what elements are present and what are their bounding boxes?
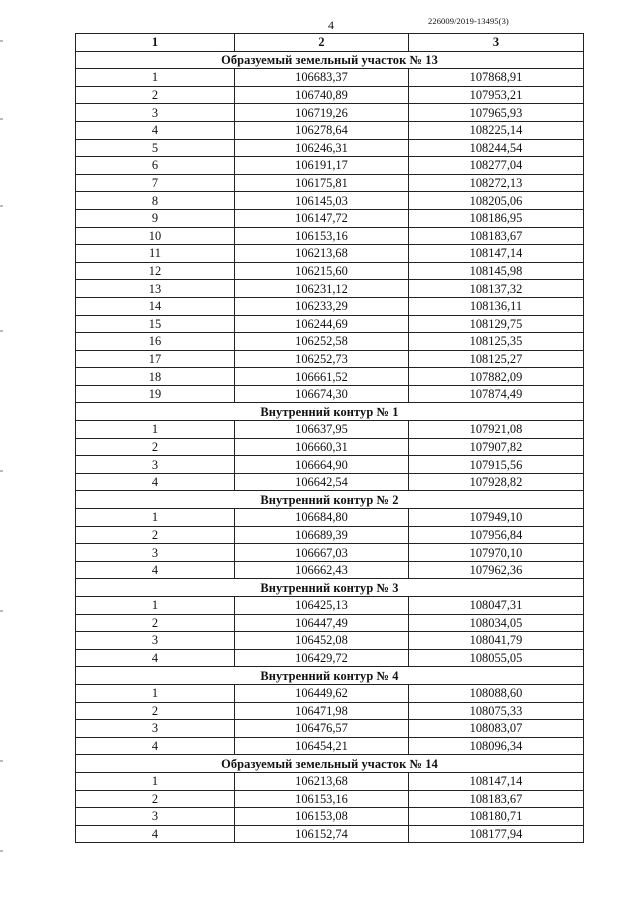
point-number-cell: 3 (76, 720, 235, 738)
table-row (76, 139, 584, 157)
point-number-cell: 4 (76, 737, 235, 755)
table-row (76, 157, 584, 175)
point-number-cell: 2 (76, 702, 235, 720)
x-coordinate-cell: 106740,89 (235, 86, 409, 104)
section-header-row (76, 403, 584, 421)
x-coordinate-cell: 106452,08 (235, 632, 409, 650)
table-row (76, 632, 584, 650)
x-coordinate-cell: 106153,08 (235, 808, 409, 826)
table-row (76, 790, 584, 808)
y-coordinate-cell: 107949,10 (409, 509, 584, 527)
y-coordinate-cell: 108147,14 (409, 772, 584, 790)
x-coordinate-cell: 106642,54 (235, 473, 409, 491)
y-coordinate-cell: 108075,33 (409, 702, 584, 720)
table-row (76, 333, 584, 351)
table-row (76, 385, 584, 403)
table-row (76, 227, 584, 245)
section-header-row (76, 51, 584, 69)
table-row (76, 209, 584, 227)
document-reference: 226009/2019-13495(3) (428, 16, 509, 26)
table-row (76, 104, 584, 122)
section-header-row (76, 755, 584, 773)
table-row (76, 649, 584, 667)
x-coordinate-cell: 106153,16 (235, 227, 409, 245)
column-header-point: 1 (76, 34, 235, 52)
y-coordinate-cell: 107882,09 (409, 368, 584, 386)
y-coordinate-cell: 107953,21 (409, 86, 584, 104)
x-coordinate-cell: 106152,74 (235, 825, 409, 843)
x-coordinate-cell: 106476,57 (235, 720, 409, 738)
point-number-cell: 3 (76, 632, 235, 650)
scan-edge-mark (0, 118, 3, 120)
y-coordinate-cell: 107868,91 (409, 69, 584, 87)
point-number-cell: 6 (76, 157, 235, 175)
y-coordinate-cell: 108147,14 (409, 245, 584, 263)
x-coordinate-cell: 106191,17 (235, 157, 409, 175)
point-number-cell: 8 (76, 192, 235, 210)
table-row (76, 456, 584, 474)
point-number-cell: 3 (76, 544, 235, 562)
x-coordinate-cell: 106660,31 (235, 438, 409, 456)
y-coordinate-cell: 108177,94 (409, 825, 584, 843)
table-row (76, 297, 584, 315)
scan-edge-mark (0, 40, 3, 42)
point-number-cell: 16 (76, 333, 235, 351)
x-coordinate-cell: 106447,49 (235, 614, 409, 632)
point-number-cell: 3 (76, 456, 235, 474)
table-row (76, 473, 584, 491)
y-coordinate-cell: 107928,82 (409, 473, 584, 491)
x-coordinate-cell: 106215,60 (235, 262, 409, 280)
point-number-cell: 4 (76, 121, 235, 139)
section-header-row (76, 579, 584, 597)
x-coordinate-cell: 106252,73 (235, 350, 409, 368)
x-coordinate-cell: 106661,52 (235, 368, 409, 386)
table-header-row (76, 34, 584, 52)
section-header-row (76, 491, 584, 509)
x-coordinate-cell: 106145,03 (235, 192, 409, 210)
column-header-y: 3 (409, 34, 584, 52)
table-row (76, 438, 584, 456)
x-coordinate-cell: 106683,37 (235, 69, 409, 87)
x-coordinate-cell: 106175,81 (235, 174, 409, 192)
point-number-cell: 14 (76, 297, 235, 315)
section-title: Внутренний контур № 1 (76, 403, 584, 421)
x-coordinate-cell: 106425,13 (235, 597, 409, 615)
y-coordinate-cell: 108205,06 (409, 192, 584, 210)
page-number: 4 (328, 18, 334, 32)
section-title: Внутренний контур № 4 (76, 667, 584, 685)
point-number-cell: 15 (76, 315, 235, 333)
section-header-row (76, 667, 584, 685)
x-coordinate-cell: 106147,72 (235, 209, 409, 227)
y-coordinate-cell: 107907,82 (409, 438, 584, 456)
table-body (76, 51, 584, 843)
x-coordinate-cell: 106153,16 (235, 790, 409, 808)
point-number-cell: 2 (76, 790, 235, 808)
section-title: Образуемый земельный участок № 13 (76, 51, 584, 69)
y-coordinate-cell: 108125,35 (409, 333, 584, 351)
x-coordinate-cell: 106244,69 (235, 315, 409, 333)
y-coordinate-cell: 108186,95 (409, 209, 584, 227)
x-coordinate-cell: 106454,21 (235, 737, 409, 755)
x-coordinate-cell: 106252,58 (235, 333, 409, 351)
table-row (76, 509, 584, 527)
table-row (76, 262, 584, 280)
y-coordinate-cell: 108088,60 (409, 684, 584, 702)
table-row (76, 597, 584, 615)
table-row (76, 315, 584, 333)
point-number-cell: 17 (76, 350, 235, 368)
table-row (76, 772, 584, 790)
y-coordinate-cell: 108047,31 (409, 597, 584, 615)
point-number-cell: 3 (76, 104, 235, 122)
table-row (76, 368, 584, 386)
point-number-cell: 4 (76, 825, 235, 843)
table-row (76, 825, 584, 843)
x-coordinate-cell: 106667,03 (235, 544, 409, 562)
x-coordinate-cell: 106231,12 (235, 280, 409, 298)
column-header-x: 2 (235, 34, 409, 52)
point-number-cell: 1 (76, 421, 235, 439)
point-number-cell: 2 (76, 614, 235, 632)
y-coordinate-cell: 107956,84 (409, 526, 584, 544)
y-coordinate-cell: 108096,34 (409, 737, 584, 755)
section-title: Внутренний контур № 3 (76, 579, 584, 597)
x-coordinate-cell: 106689,39 (235, 526, 409, 544)
y-coordinate-cell: 108277,04 (409, 157, 584, 175)
x-coordinate-cell: 106246,31 (235, 139, 409, 157)
table-row (76, 561, 584, 579)
point-number-cell: 4 (76, 649, 235, 667)
table-row (76, 720, 584, 738)
y-coordinate-cell: 108145,98 (409, 262, 584, 280)
x-coordinate-cell: 106213,68 (235, 245, 409, 263)
y-coordinate-cell: 108272,13 (409, 174, 584, 192)
y-coordinate-cell: 108041,79 (409, 632, 584, 650)
y-coordinate-cell: 108125,27 (409, 350, 584, 368)
y-coordinate-cell: 107921,08 (409, 421, 584, 439)
section-title: Внутренний контур № 2 (76, 491, 584, 509)
x-coordinate-cell: 106719,26 (235, 104, 409, 122)
y-coordinate-cell: 108183,67 (409, 790, 584, 808)
scan-edge-mark (0, 610, 3, 612)
table-row (76, 192, 584, 210)
table-row (76, 544, 584, 562)
point-number-cell: 1 (76, 772, 235, 790)
y-coordinate-cell: 107915,56 (409, 456, 584, 474)
point-number-cell: 10 (76, 227, 235, 245)
scan-edge-mark (0, 330, 3, 332)
point-number-cell: 9 (76, 209, 235, 227)
x-coordinate-cell: 106664,90 (235, 456, 409, 474)
y-coordinate-cell: 108183,67 (409, 227, 584, 245)
point-number-cell: 7 (76, 174, 235, 192)
x-coordinate-cell: 106684,80 (235, 509, 409, 527)
table-row (76, 808, 584, 826)
scan-edge-mark (0, 205, 3, 207)
section-title: Образуемый земельный участок № 14 (76, 755, 584, 773)
y-coordinate-cell: 108083,07 (409, 720, 584, 738)
y-coordinate-cell: 108129,75 (409, 315, 584, 333)
table-row (76, 245, 584, 263)
table-row (76, 614, 584, 632)
point-number-cell: 2 (76, 438, 235, 456)
x-coordinate-cell: 106213,68 (235, 772, 409, 790)
table-row (76, 421, 584, 439)
y-coordinate-cell: 108034,05 (409, 614, 584, 632)
y-coordinate-cell: 108055,05 (409, 649, 584, 667)
x-coordinate-cell: 106449,62 (235, 684, 409, 702)
point-number-cell: 1 (76, 509, 235, 527)
scan-edge-mark (0, 850, 3, 852)
x-coordinate-cell: 106471,98 (235, 702, 409, 720)
x-coordinate-cell: 106278,64 (235, 121, 409, 139)
point-number-cell: 12 (76, 262, 235, 280)
table-row (76, 174, 584, 192)
point-number-cell: 1 (76, 597, 235, 615)
scan-edge-mark (0, 470, 3, 472)
x-coordinate-cell: 106429,72 (235, 649, 409, 667)
coordinates-table (75, 33, 584, 843)
x-coordinate-cell: 106233,29 (235, 297, 409, 315)
x-coordinate-cell: 106637,95 (235, 421, 409, 439)
point-number-cell: 5 (76, 139, 235, 157)
y-coordinate-cell: 107962,36 (409, 561, 584, 579)
table-row (76, 702, 584, 720)
table-row (76, 86, 584, 104)
point-number-cell: 4 (76, 473, 235, 491)
table-row (76, 684, 584, 702)
table-row (76, 121, 584, 139)
y-coordinate-cell: 108180,71 (409, 808, 584, 826)
table-row (76, 69, 584, 87)
point-number-cell: 3 (76, 808, 235, 826)
y-coordinate-cell: 107965,93 (409, 104, 584, 122)
scan-edge-mark (0, 760, 3, 762)
table-row (76, 280, 584, 298)
y-coordinate-cell: 107874,49 (409, 385, 584, 403)
point-number-cell: 19 (76, 385, 235, 403)
y-coordinate-cell: 108225,14 (409, 121, 584, 139)
point-number-cell: 18 (76, 368, 235, 386)
y-coordinate-cell: 108244,54 (409, 139, 584, 157)
point-number-cell: 1 (76, 684, 235, 702)
point-number-cell: 2 (76, 526, 235, 544)
point-number-cell: 13 (76, 280, 235, 298)
table-row (76, 350, 584, 368)
point-number-cell: 4 (76, 561, 235, 579)
y-coordinate-cell: 108136,11 (409, 297, 584, 315)
table-row (76, 526, 584, 544)
point-number-cell: 2 (76, 86, 235, 104)
y-coordinate-cell: 108137,32 (409, 280, 584, 298)
x-coordinate-cell: 106662,43 (235, 561, 409, 579)
table-row (76, 737, 584, 755)
point-number-cell: 1 (76, 69, 235, 87)
point-number-cell: 11 (76, 245, 235, 263)
y-coordinate-cell: 107970,10 (409, 544, 584, 562)
x-coordinate-cell: 106674,30 (235, 385, 409, 403)
